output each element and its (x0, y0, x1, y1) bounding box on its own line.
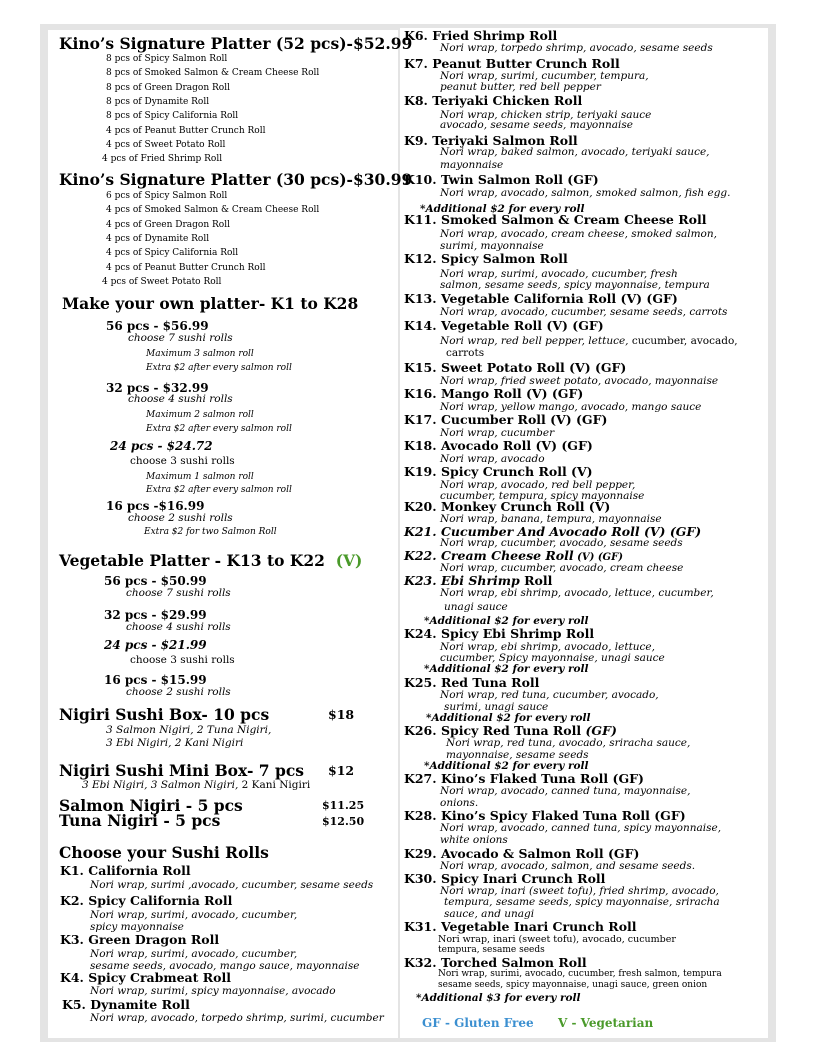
additional-note: *Additional $3 for every roll (416, 992, 581, 1004)
platter-52-item: 4 pcs of Sweet Potato Roll (106, 139, 226, 150)
roll-name: K17. Cucumber Roll (V) (GF) (404, 412, 608, 427)
roll-desc: Nori wrap, surimi, cucumber, tempura, (440, 70, 649, 82)
own-24-choose: choose 3 sushi rolls (130, 455, 235, 467)
platter-52-item: 8 pcs of Smoked Salmon & Cream Cheese Roll (106, 68, 320, 79)
roll-desc: Nori wrap, baked salmon, avocado, teriyaki sauce, (440, 146, 710, 158)
roll-desc: Nori wrap, avocado, torpedo shrimp, surimi, cucumber (90, 1012, 384, 1024)
platter-30-item: 6 pcs of Spicy Salmon Roll (106, 191, 228, 201)
roll-name: K9. Teriyaki Salmon Roll (404, 133, 578, 148)
veg-24-price: 24 pcs - $21.99 (104, 638, 207, 652)
roll-desc: cucumber, Spicy mayonnaise, unagi sauce (440, 652, 665, 664)
veg-tag: (V) (335, 551, 363, 570)
roll-desc: mayonnaise, sesame seeds (446, 749, 589, 761)
roll-desc: onions. (440, 797, 479, 809)
roll-desc: surimi, unagi sauce (444, 701, 549, 713)
platter-30-item: 4 pcs of Smoked Salmon & Cream Cheese Roll (106, 205, 320, 216)
roll-name: K12. Spicy Salmon Roll (404, 251, 568, 266)
roll-name: K1. California Roll (60, 863, 191, 878)
roll-desc: sauce, and unagi (444, 908, 535, 920)
platter-30-item: 4 pcs of Sweet Potato Roll (102, 276, 222, 287)
roll-name: K2. Spicy California Roll (60, 893, 233, 908)
platter-52-item: 8 pcs of Green Dragon Roll (106, 82, 230, 93)
roll-name: K15. Sweet Potato Roll (V) (GF) (404, 360, 627, 375)
platter-30-item: 4 pcs of Peanut Butter Crunch Roll (106, 262, 266, 273)
roll-name: K14. Vegetable Roll (V) (GF) (404, 318, 604, 333)
roll-name: K29. Avocado & Salmon Roll (GF) (404, 846, 640, 861)
nigiri-box-desc1: 3 Salmon Nigiri, 2 Tuna Nigiri, (106, 724, 272, 736)
own-32-choose: choose 4 sushi rolls (128, 393, 233, 405)
roll-desc: Nori wrap, surimi, avocado, cucumber, (90, 909, 298, 921)
roll-name: K23. Ebi Shrimp Roll (404, 573, 553, 588)
platter-52-item: 4 pcs of Fried Shrimp Roll (102, 154, 223, 165)
roll-name: K16. Mango Roll (V) (GF) (404, 386, 584, 401)
roll-desc: Nori wrap, avocado, canned tuna, spicy mayonnaise, (440, 822, 722, 834)
own-32-price: 32 pcs - $32.99 (106, 381, 209, 395)
roll-desc: Nori wrap, surimi ,avocado, cucumber, sesame seeds (90, 879, 374, 891)
additional-note: *Additional $2 for every roll (420, 203, 585, 215)
roll-desc: sesame seeds, avocado, mango sauce, mayonnaise (90, 960, 360, 972)
veg-56-choose: choose 7 sushi rolls (126, 587, 231, 599)
nigiri-box-price: $18 (328, 707, 355, 722)
choose-rolls-heading: Choose your Sushi Rolls (59, 843, 269, 862)
additional-note: *Additional $2 for every roll (424, 760, 589, 772)
roll-desc: spicy mayonnaise (90, 921, 184, 933)
roll-desc: Nori wrap, avocado, cucumber, sesame seeds, carrots (440, 306, 728, 318)
roll-name: K31. Vegetable Inari Crunch Roll (404, 919, 637, 934)
tuna-nigiri-price: $12.50 (322, 815, 365, 828)
roll-desc: Nori wrap, surimi, avocado, cucumber, fresh salmon, tempura (438, 969, 722, 979)
veg-32-price: 32 pcs - $29.99 (104, 608, 207, 622)
roll-desc: carrots (446, 347, 485, 359)
roll-name: K3. Green Dragon Roll (60, 932, 220, 947)
roll-desc: Nori wrap, avocado, salmon, smoked salmon, fish egg. (440, 187, 731, 199)
tuna-nigiri-title: Tuna Nigiri - 5 pcs (59, 811, 221, 830)
own-platter-title: Make your own platter- K1 to K28 (62, 294, 359, 313)
roll-desc: mayonnaise (440, 159, 504, 171)
own-56-extra: Extra $2 after every salmon roll (146, 363, 292, 373)
own-24-max: Maximum 1 salmon roll (146, 472, 254, 482)
roll-name: K19. Spicy Crunch Roll (V) (404, 464, 593, 479)
roll-name: K30. Spicy Inari Crunch Roll (404, 871, 606, 886)
own-24-extra: Extra $2 after every salmon roll (146, 485, 292, 495)
own-56-choose: choose 7 sushi rolls (128, 332, 233, 344)
roll-desc: unagi sauce (444, 601, 508, 613)
roll-name: K18. Avocado Roll (V) (GF) (404, 438, 593, 453)
additional-note: *Additional $2 for every roll (426, 712, 591, 724)
veg-16-price: 16 pcs - $15.99 (104, 673, 207, 687)
roll-desc: Nori wrap, cucumber, avocado, cream cheese (440, 562, 684, 574)
roll-desc: cucumber, tempura, spicy mayonnaise (440, 490, 645, 502)
roll-desc: Nori wrap, avocado, canned tuna, mayonnaise, (440, 785, 691, 797)
veg-platter-title: Vegetable Platter - K13 to K22 (V) (59, 551, 363, 570)
roll-name: K20. Monkey Crunch Roll (V) (404, 499, 611, 514)
additional-note: *Additional $2 for every roll (424, 615, 589, 627)
roll-desc: surimi, mayonnaise (440, 240, 544, 252)
own-56-price: 56 pcs - $56.99 (106, 319, 209, 333)
legend-gluten-free: GF - Gluten Free (422, 1016, 534, 1030)
own-32-extra: Extra $2 after every salmon roll (146, 424, 292, 434)
roll-desc: peanut butter, red bell pepper (440, 81, 601, 93)
veg-32-choose: choose 4 sushi rolls (126, 621, 231, 633)
own-32-max: Maximum 2 salmon roll (146, 410, 254, 420)
roll-desc: sesame seeds, spicy mayonnaise, unagi sauce, green onion (438, 980, 708, 990)
roll-name: K6. Fried Shrimp Roll (404, 28, 558, 43)
roll-desc: white onions (440, 834, 508, 846)
salmon-nigiri-title: Salmon Nigiri - 5 pcs (59, 796, 243, 815)
roll-name: K13. Vegetable California Roll (V) (GF) (404, 291, 678, 306)
nigiri-box-title: Nigiri Sushi Box- 10 pcs (59, 705, 270, 724)
roll-name: K8. Teriyaki Chicken Roll (404, 93, 583, 108)
roll-desc: Nori wrap, surimi, spicy mayonnaise, avocado (90, 985, 336, 997)
roll-desc: Nori wrap, torpedo shrimp, avocado, sesame seeds (440, 42, 713, 54)
own-16-price: 16 pcs -$16.99 (106, 499, 205, 513)
nigiri-box-desc2: 3 Ebi Nigiri, 2 Kani Nigiri (106, 737, 244, 749)
roll-desc: Nori wrap, inari (sweet tofu), fried shrimp, avocado, (440, 885, 719, 897)
roll-name: K7. Peanut Butter Crunch Roll (404, 56, 620, 71)
roll-name: K27. Kino’s Flaked Tuna Roll (GF) (404, 771, 644, 786)
roll-desc: Nori wrap, ebi shrimp, avocado, lettuce, (440, 641, 655, 653)
roll-name: K32. Torched Salmon Roll (404, 955, 587, 970)
platter-30-item: 4 pcs of Green Dragon Roll (106, 219, 230, 230)
veg-24-choose: choose 3 sushi rolls (130, 654, 235, 666)
roll-desc: tempura, sesame seeds (438, 945, 545, 955)
roll-name: K24. Spicy Ebi Shrimp Roll (404, 626, 595, 641)
roll-desc: Nori wrap, red bell pepper, lettuce, cucumber, avocado, (440, 335, 738, 347)
platter-30-item: 4 pcs of Dynamite Roll (106, 233, 210, 244)
platter-52-title: Kino’s Signature Platter (52 pcs)-$52.99 (59, 34, 413, 53)
roll-name: K10. Twin Salmon Roll (GF) (404, 172, 599, 187)
roll-desc: Nori wrap, ebi shrimp, avocado, lettuce, cucumber, (440, 587, 714, 599)
roll-name: K4. Spicy Crabmeat Roll (60, 970, 232, 985)
roll-name: K28. Kino’s Spicy Flaked Tuna Roll (GF) (404, 808, 686, 823)
own-16-choose: choose 2 sushi rolls (128, 512, 233, 524)
platter-52-item: 4 pcs of Peanut Butter Crunch Roll (106, 125, 266, 136)
veg-16-choose: choose 2 sushi rolls (126, 686, 231, 698)
platter-52-item: 8 pcs of Spicy Salmon Roll (106, 54, 228, 64)
roll-name: K21. Cucumber And Avocado Roll (V) (GF) (404, 524, 702, 539)
roll-name: K26. Spicy Red Tuna Roll (GF) (404, 723, 617, 738)
platter-52-item: 8 pcs of Spicy California Roll (106, 111, 239, 122)
roll-desc: Nori wrap, yellow mango, avocado, mango sauce (440, 401, 702, 413)
roll-desc: Nori wrap, red tuna, cucumber, avocado, (440, 689, 659, 701)
roll-desc: Nori wrap, avocado, cream cheese, smoked salmon, (440, 228, 717, 240)
mini-box-title: Nigiri Sushi Mini Box- 7 pcs (59, 761, 304, 780)
roll-desc: Nori wrap, banana, tempura, mayonnaise (440, 513, 662, 525)
mini-box-desc: 3 Ebi Nigiri, 3 Salmon Nigiri, 2 Kani Nigiri (82, 779, 311, 791)
mini-box-price: $12 (328, 763, 355, 778)
roll-name: K5. Dynamite Roll (62, 997, 190, 1012)
own-16-extra: Extra $2 for two Salmon Roll (144, 527, 277, 537)
own-24-price: 24 pcs - $24.72 (110, 439, 213, 453)
roll-desc: Nori wrap, fried sweet potato, avocado, mayonnaise (440, 375, 719, 387)
roll-desc: Nori wrap, surimi, avocado, cucumber, fresh (440, 268, 678, 280)
roll-desc: Nori wrap, cucumber, avocado, sesame seeds (440, 537, 683, 549)
roll-desc: Nori wrap, chicken strip, teriyaki sauce (440, 109, 652, 121)
platter-52-item: 8 pcs of Dynamite Roll (106, 96, 210, 107)
roll-desc: Nori wrap, cucumber (440, 427, 555, 439)
roll-desc: Nori wrap, avocado (440, 453, 545, 465)
own-56-max: Maximum 3 salmon roll (146, 349, 254, 359)
legend-vegetarian: V - Vegetarian (558, 1016, 654, 1030)
roll-desc: salmon, sesame seeds, spicy mayonnaise, tempura (440, 279, 710, 291)
roll-desc: Nori wrap, red tuna, avocado, sriracha sauce, (446, 737, 691, 749)
roll-name: K22. Cream Cheese Roll (V) (GF) (404, 548, 623, 563)
roll-desc: Nori wrap, inari (sweet tofu), avocado, cucumber (438, 934, 676, 945)
platter-30-item: 4 pcs of Spicy California Roll (106, 248, 239, 259)
roll-desc: avocado, sesame seeds, mayonnaise (440, 119, 633, 131)
salmon-nigiri-price: $11.25 (322, 799, 365, 812)
additional-note: *Additional $2 for every roll (424, 663, 589, 675)
roll-desc: tempura, sesame seeds, spicy mayonnaise, sriracha (444, 896, 720, 908)
roll-name: K25. Red Tuna Roll (404, 675, 540, 690)
platter-30-title: Kino’s Signature Platter (30 pcs)-$30.99 (59, 170, 413, 189)
roll-desc: Nori wrap, avocado, salmon, and sesame seeds. (440, 860, 696, 872)
veg-56-price: 56 pcs - $50.99 (104, 574, 207, 588)
roll-desc: Nori wrap, avocado, red bell pepper, (440, 479, 636, 491)
roll-name: K11. Smoked Salmon & Cream Cheese Roll (404, 212, 707, 227)
roll-desc: Nori wrap, surimi, avocado, cucumber, (90, 948, 298, 960)
